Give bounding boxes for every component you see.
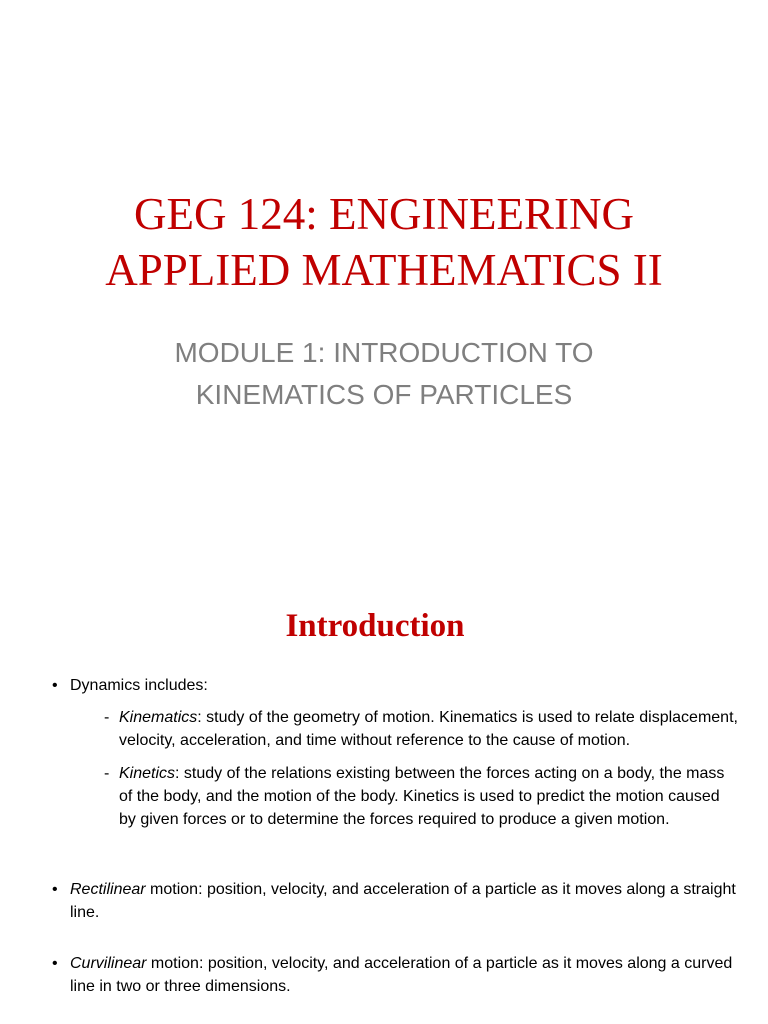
dash-marker: - [104,709,110,726]
course-title [0,186,768,298]
bullet-dynamics-text: Dynamics includes: [70,677,208,694]
section-heading: Introduction [285,608,465,644]
course-title-line-1: GEG 124: ENGINEERING [134,189,634,239]
rectilinear-term: Rectilinear [70,881,146,898]
rectilinear-definition: motion: position, velocity, and acceleration of a particle as it moves along a straight line. [70,881,736,921]
bullet-marker: • [52,955,58,972]
curvilinear-term: Curvilinear [70,955,147,972]
bullet-rectilinear [50,878,740,924]
module-subtitle [0,332,768,416]
dash-marker: - [104,765,110,782]
curvilinear-definition: motion: position, velocity, and acceleration of a particle as it moves along a curved line in two or three dimensions. [70,955,733,995]
kinematics-definition: : study of the geometry of motion. Kinematics is used to relate displacement, velocity, acceleration, and time without reference to the cause of motion. [119,709,738,749]
kinetics-term: Kinetics [119,765,176,782]
course-title-line-2: APPLIED MATHEMATICS II [105,245,663,295]
kinematics-term: Kinematics [119,709,198,726]
sub-item-kinematics [70,706,740,752]
dynamics-sub-list [70,706,740,831]
bullet-curvilinear [50,952,740,998]
module-subtitle-line-1: MODULE 1: INTRODUCTION TO [174,337,594,368]
bullet-dynamics [50,674,740,831]
bullet-marker: • [52,677,58,694]
slide-content [50,674,740,998]
bullet-marker: • [52,881,58,898]
kinetics-definition: : study of the relations existing between the forces acting on a body, the mass of the body, and the motion of the body. Kinetics is used to predict the motion caused by given forces or to determine the forces required to produce a given motion. [119,765,725,828]
module-subtitle-line-2: KINEMATICS OF PARTICLES [195,379,573,410]
introduction-slide [0,560,768,1024]
sub-item-kinetics [70,762,740,831]
